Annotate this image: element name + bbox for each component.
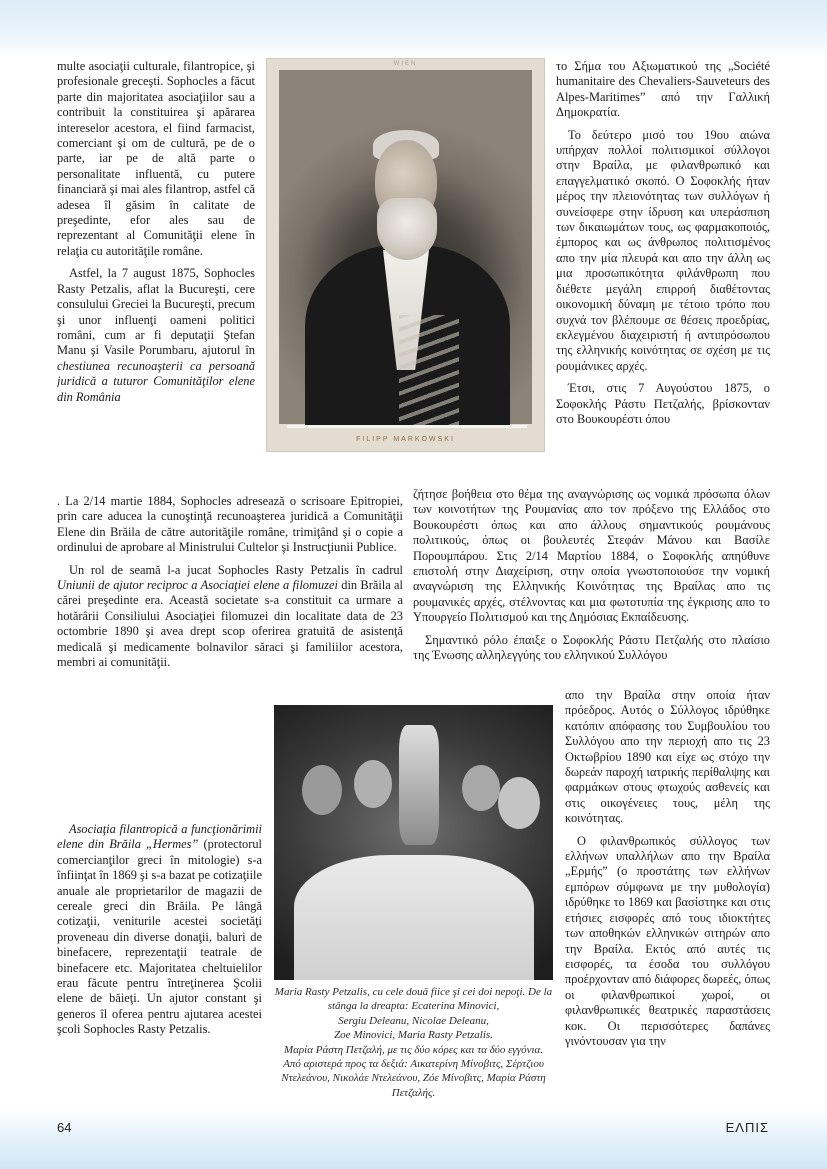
figure-2 — [354, 760, 392, 808]
dining-table — [294, 855, 534, 980]
right-column-wide — [413, 487, 770, 692]
paragraph: Το δεύτερο μισό του 19ου αιώνα υπήρχαν πολλοί πολιτισμικοί σύλλογοι στην Βραίλα, με φιλανθρωπικό και επαγγελματικό σκοπό. Ο Σοφοκλής ήταν μέρος την πλειονότητας των συλλόγων ή συνείσφερε στην ίδρυση και υπεράσπιση των δικαιωμάτων τους, ως φαρμακοποιός, έμπορος και ως άνθρωπος πολιτισμένος απο την μία πλευρά και απο την άλλη ως μια προσωπικότητα φιλάνθρωπη που διέθετε μεγάλη επιρροή διαθέτοντας οικονομική δύναμη με τέτοιο τρόπο που συχνά τον βλέπουμε σε θέσεις προεδρίας, εκλεγμένου διαχειριστή ή αντιπρόσωπου της ελληνικής κοινότητας σε σχέση με τις ρουμάνικες αρχές. — [556, 127, 770, 373]
group-photo — [274, 705, 553, 980]
paragraph-continued: . La 2/14 martie 1884, Sophocles adresează o scrisoare Epitropiei, prin care aducea la cunoştinţă recunoaşterea juridică a Comunităţii Elene din Brăila de către autorităţile române, trimiţând şi o copie a ordinului de aprobare al Ministrului Cultelor şi Instrucţiunii Publice. — [57, 494, 403, 555]
paragraph-continued: ζήτησε βοήθεια στο θέμα της αναγνώρισης ως νομικά πρόσωπα όλων των κοινοτήτων της Ρουμανίας απο τον πρόξενο της Ελλάδος στο Βουκουρέστι όπως και απο άλλους σημαντικούς ρουμάνους πολιτικούς, όπως οι βουλευτές Στεφάν Μάνου και Βασίλε Πορουμπάρου. Στις 2/14 Μαρτίου 1884, ο Σοφοκλής απηύθυνε επιστολή στην Διαχείριση, στην οποία γνωστοποιούσε την νομική αναγνώριση της Ελληνικής Κοινότητας της Βραίλας απο τις ρουμανικές αρχές, στέλνοντας και μια φωτοτυπία της έγκρισης απο το Υπουργείο Πολιτισμού και της Δημόσιας Εκπαίδευσης. — [413, 487, 770, 625]
right-column-top — [556, 59, 770, 485]
footer-band — [0, 1109, 827, 1169]
caption-ro-3: Zoe Minovici, Maria Rasty Petzalis. — [334, 1029, 493, 1042]
paragraph: multe asociaţii culturale, filantropice, şi profesionale greceşti. Sophocles a făcut parte din majoritatea asociaţiilor sau a contribuit la constituirea şi apărarea intereselor acestora, el fiind farmacist, comerciant şi om de cultură, pe de o parte, iar pe de altă parte o personalitate influentă, cu putere financiară şi mai ales filantrop, astfel că adesea îl găsim în calitate de preşedinte, efor ales sau de reprezentant al Comunităţii elene în relaţia cu autorităţile române. — [57, 59, 255, 258]
portrait-medals — [399, 315, 459, 425]
group-photo-caption — [274, 985, 553, 1100]
portrait-photo — [267, 59, 544, 451]
paragraph: το Σήμα του Αξιωματικού της „Société humanitaire des Chevaliers-Sauveteurs des Alpes-Maritimes” από την Γαλλική Δημοκρατία. — [556, 59, 770, 120]
paragraph: Astfel, la 7 august 1875, Sophocles Rasty Petzalis, aflat la Bucureşti, cere consulului Greciei la Bucureşti, precum şi unor influenţi oameni politici români, cum ar fi deputaţii Ştefan Manu şi Vasile Porumbaru, ajutorul în chestiunea recunoaşterii ca persoană juridică a tuturor Comunităţilor elene din România — [57, 266, 255, 404]
caption-ro-1: Maria Rasty Petzalis, cu cele două fiice şi cei doi nepoţi. De la stânga la dreapta: Ecaterina Minovici, — [274, 986, 553, 1013]
caption-ro-2: Sergiu Deleanu, Nicolae Deleanu, — [338, 1014, 489, 1027]
photo-studio-label: WIEN — [393, 61, 418, 67]
left-column-wide — [57, 494, 403, 704]
figure-3 — [462, 765, 500, 811]
page-number: 64 — [57, 1120, 72, 1135]
italic-phrase: chestiunea recunoaşterii ca persoană juridică a tuturor Comunităţilor elene din România — [57, 358, 255, 404]
portrait-image — [279, 70, 532, 424]
header-band — [0, 0, 827, 58]
paragraph: Un rol de seamă l-a jucat Sophocles Rasty Petzalis în cadrul Uniunii de ajutor reciproc a Asociaţiei elene a filomuzei din Brăila al cărei preşedinte era. Această societate s-a constituit ca urmare a hotărârii Consiliului Asociaţiei filomuzei din localitate data de 23 octombrie 1890 şi avea drept scop oferirea gratuită de asistenţă medicală şi medicamente bolnavilor săraci şi familiilor acestora, membri ai comunităţii. — [57, 562, 403, 670]
chandelier — [399, 725, 439, 845]
figure-1 — [302, 765, 342, 815]
paragraph: Ο φιλανθρωπικός σύλλογος των ελλήνων υπαλλήλων απο την Βραίλα „Ερμής” (ο προστάτης των ελλήνων εμπόρων σύμφωνα με την μυθολογία) ιδρύθηκε το 1869 και βασίστηκε και στις ετήσιες εισφορές από τους ιδιοκτήτες των αποθηκών ελληνικών σιτηρών απο την Βραίλα. Εκτός από αυτές τις εισφορές, τα έσοδα του συλλόγου προέρχονταν από διάφορες δωρεές, όπως οι φιλανθρωπικοί χωροί, οι φιλανθρωπικές θεατρικές παραστάσεις κοκ. Οι περισσότερες δαπάνες γινόντουσαν για την — [565, 833, 770, 1048]
portrait-beard — [377, 198, 437, 260]
italic-phrase: Uniunii de ajutor reciproc a Asociaţiei elene a filomuzei — [57, 578, 338, 593]
left-column-bottom — [57, 822, 262, 1112]
caption-gr: Μαρία Ράστη Πετζαλή, με τις δύο κόρες και τα δύο εγγόνια. Από αριστερά προς τα δεξιά: Αικατερίνη Μίνοβιτς, Σέρτζιου Ντελεάνου, Νικολάε Ντελεάνου, Ζόε Μίνοβιτς, Μαρία Ράστη Πετζαλής. — [281, 1043, 546, 1099]
right-column-bottom — [565, 688, 770, 1112]
italic-phrase: Asociaţia filantropică a funcţionărimii elene din Brăila „Hermes” — [57, 822, 262, 852]
paragraph-continued: απο την Βραίλα στην οποία ήταν πρόεδρος. Αυτός ο Σύλλογος ιδρύθηκε κατόπιν απόφασης του Συμβουλίου του Συλλόγου απο την περιοχή απο τις 23 Οκτωβρίου 1890 και είχε ως στόχο την δωρεάν παροχή ιατρικής περίθαλψης και φαρμάκων στους φτωχούς ασθενείς και στις οικογένειες τους, μέλη της κοινότητας. — [565, 688, 770, 826]
photographer-label: FILIPP MARKOWSKI — [356, 436, 455, 443]
magazine-name: ΕΛΠΙΣ — [725, 1120, 769, 1135]
left-column-top — [57, 59, 255, 487]
paragraph: Σημαντικό ρόλο έπαιξε ο Σοφοκλής Ράστυ Πετζαλής στο πλαίσιο της Ένωσης αλληλεγγύης του ελληνικού Συλλόγου — [413, 632, 770, 663]
paragraph: Asociaţia filantropică a funcţionărimii elene din Brăila „Hermes” (protectorul comercianţilor greci în mitologie) s-a înfiinţat în 1869 şi s-a bazat pe cotizaţiile anuale ale proprietarilor de magazii de cereale greci din Brăila. Pe lângă cotizaţii, veniturile acestei societăţi proveneau din diverse donaţii, baluri de binefacere, reprezentaţii teatrale de binefacere etc. Majoritatea cheltuielilor erau făcute pentru întreţinerea Şcolii elene de băieţi. Un ajutor constant şi generos îl oferea pentru ajutarea acestei şcoli Sophocles Rasty Petzalis. — [57, 822, 262, 1037]
photo-tear — [287, 425, 527, 428]
paragraph: Έτσι, στις 7 Αυγούστου 1875, ο Σοφοκλής Ράστυ Πετζαλής, βρίσκονταν στο Βουκουρέστι όπου — [556, 381, 770, 426]
figure-4 — [498, 777, 540, 829]
